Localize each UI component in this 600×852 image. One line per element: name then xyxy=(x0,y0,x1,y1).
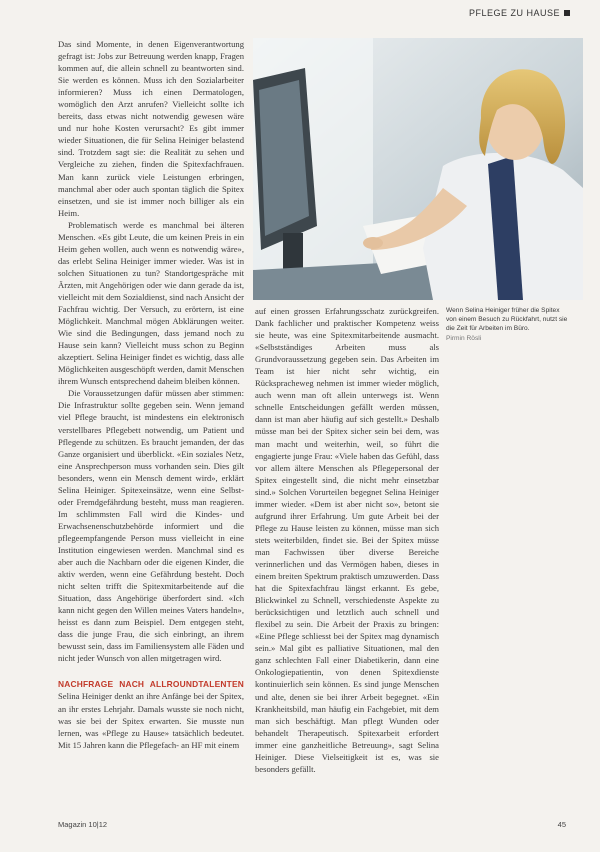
middle-column xyxy=(255,305,439,775)
subheading: NACHFRAGE NACH ALLROUNDTALENTEN xyxy=(58,679,244,690)
photo-credit: Pirmin Rösli xyxy=(446,335,482,342)
paragraph: Das sind Momente, in denen Eigenverantwortung gefragt ist: Jobs zur Betreuung werden knapp, Fragen kommen auf, die allein schnell zu beantworten sind. Sie werden es können. Muss ich den Sozialarbeiter informieren? Muss ich einen Dermatologen, womöglich den Arzt anrufen? Vielleicht sollte ich bereits, dass etwas nicht notwendig gewesen wäre und nur hohe Kosten verursacht? Es gibt immer wieder Situationen, die für Selina Heiniger belastend sind. Trotzdem sagt sie: die Realität zu sehen und Vergleiche zu ziehen, finden die Spitexfachfrauen. Man kann zurück viele Leistungen erbringen, manchmal aber oder auch spontan täglich die Spitex einsetzen, und sie ist immer noch billiger als ein Heim. xyxy=(58,39,244,218)
subhead-paragraph xyxy=(58,678,244,750)
photo-caption xyxy=(446,306,570,343)
photo-nurse-at-computer xyxy=(253,38,583,300)
page-number: 45 xyxy=(557,820,566,829)
paragraph: Die Voraussetzungen dafür müssen aber stimmen: Die Infrastruktur sollte gegeben sein. Wenn jemand viel Pflege braucht, ist mindestens ein elektronisch verstellbares Pflegebett notwendig, um Patient und Pflegende zu schützen. Es braucht jemanden, der das Ganze organisiert und überblickt. «Ein soziales Netz, eine Ansprechperson muss vorhanden sein. Dies gilt besonders, wenn ein Mensch dement wird», erklärt Selina Heiniger. Spitexeinsätze, wenn eine Selbst- oder Fremdgefährdung besteht, muss man reagieren. Im schlimmsten Fall wird die Kindes- und Erwachsenenschutzbehörde informiert und die pflegeempfangende Person muss vielleicht in eine Institution eingewiesen werden. Manchmal sind es aber auch die Nachbarn oder die eigenen Kinder, die aktiv werden, wenn eine Gefährdung besteht. Doch nicht selten trifft die Spitexmitarbeitende auf die Situation, dass Angehörige überfordert sind. «Ich kann nicht gegen den Willen meines Vaters handeln», heisst es dann zum Beispiel. Dem entgegen steht, dass die junge Frau, die sich einbringt, an ihrem bewusst sein, dass im Familiensystem alle Fäden und nicht jeder Wunsch von allen mitgetragen wird. xyxy=(58,388,244,664)
caption-text: Wenn Selina Heiniger früher die Spitex von einem Besuch zu Rückfahrt, nutzt sie die Zeit für Arbeiten im Büro. xyxy=(446,307,568,332)
footer-issue: Magazin 10|12 xyxy=(58,820,108,829)
photo-illustration-icon xyxy=(253,38,583,300)
paragraph: Selina Heiniger denkt an ihre Anfänge bei der Spitex, an ihr erstes Lehrjahr. Damals wusste sie noch nicht, was sie bei der Spitex erwarten. Sie musste nun lernen, was «Pflege zu Hause» tatsächlich bedeutet. Mit 15 Jahren kann die Pflegefach- an HF mit einem xyxy=(58,691,244,750)
section-title: PFLEGE ZU HAUSE xyxy=(468,8,560,18)
section-header xyxy=(469,8,570,18)
left-column xyxy=(58,38,244,751)
section-marker-icon xyxy=(564,10,570,16)
paragraph: auf einen grossen Erfahrungsschatz zurückgreifen. Dank fachlicher und praktischer Kompetenz weiss sie heute, was eine Spitexmitarbeitende ausmacht. «Selbstständiges Arbeiten muss als Grundvoraussetzung gegeben sein. Das Arbeiten im Team ist hier nicht sehr wichtig, ein Rückspracheweg nehmen ist immer wieder möglich, auch wenn man oft allein unterwegs ist. Wenn schnelle Entscheidungen gefällt werden müssen, dann ist man aber häufig auf sich gestellt.» Deshalb müsse man bei der Spitex sicher sein bei dem, was man macht und weiterhin, weil, so führt die engagierte junge Frau: «Viele haben das Gefühl, dass vor allem ältere Menschen als Pflegepersonal der Spitex eingestellt sind, die nicht mehr einsetzbar sind.» Solchen Vorurteilen begegnet Selina Heiniger immer wieder. «Dem ist aber nicht so», betont sie aufgrund ihrer Erfahrung. Um gute Arbeit bei der Pflege zu Hause leisten zu können, müsse man sich stets weiterbilden, findet sie. Bei der Spitex müsse man Fachwissen über diverse Bereiche verinnerlichen und das Vermögen haben, dieses in einem breiten Spektrum praktisch umzuwerden. Dass hat die Spitexfachfrau längst erkannt. Es gebe, Blickwinkel zu Schnell, verschiedenste Aspekte zu berücksichtigen und letztlich auch schnell und flexibel zu sein. Die Arbeit der Praxis zu bringen: «Eine Pflege schliesst bei der Spitex mag dynamisch sein.» Mal gibt es palliative Situationen, mal den ganz schlechten Fall einer Diabetikerin, dann eine Onkologiepatientin, von denen Spitexdienste kontinuierlich sein können. Es sind junge Menschen und alte, denen sie bei ihrer Arbeit begegnet. «Ein Krankheitsbild, man häufig ein Fachgebiet, mit dem man sich beschäftigt. Man pflegt Wunden oder behandelt Therapeutisch. Spitexarbeit erfordert immer eine ganzheitliche Betreuung», sagt Selina Heiniger. Diese Vielseitigkeit ist es, was sie besonders gefällt. xyxy=(255,306,439,774)
paragraph: Problematisch werde es manchmal bei älteren Menschen. «Es gibt Leute, die um keinen Preis in ein Heim gehen wollen, auch wenn es notwendig wäre», das erlebt Selina Heiniger immer wieder. Was ist in solchen Situationen zu tun? Standortgespräche mit Ärzten, mit Angehörigen oder wie dann gerade da ist, vielleicht mit dem Sozialdienst, sind nach Ansicht der Fachfrau wichtig. Der Versuch, zu erörtern, ist eine Möglichkeit. Manchmal mögen Abklärungen weiter. Wie sind die Bedingungen, dass jemand noch zu Hause sein kann? Vielleicht muss schon zu Beginn akzeptiert. Selina Heiniger findet es wichtig, dass alle Möglichkeiten ausgeschöpft werden, damit Menschen ihrem Wunsch entsprechend daheim bleiben können. xyxy=(58,219,244,387)
